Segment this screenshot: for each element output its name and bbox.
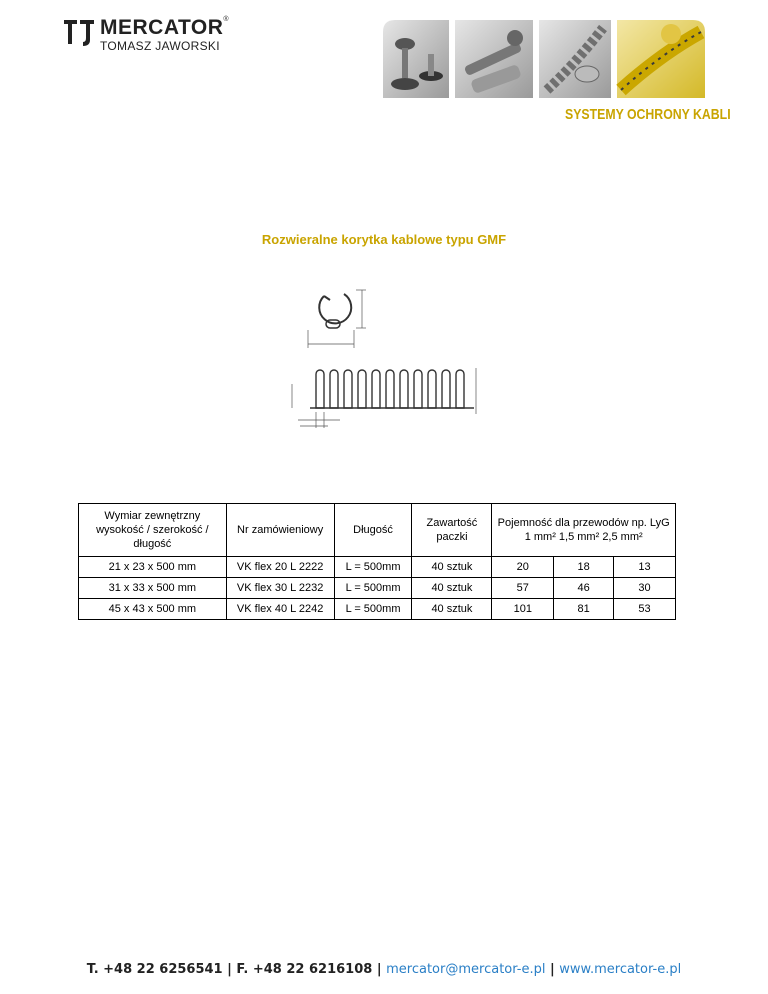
cell-dimensions: 45 x 43 x 500 mm xyxy=(79,599,227,620)
cell-length: L = 500mm xyxy=(334,578,412,599)
cell-order-number: VK flex 20 L 2222 xyxy=(226,557,334,578)
cell-capacity-2-5mm: 30 xyxy=(614,578,676,599)
cell-order-number: VK flex 30 L 2232 xyxy=(226,578,334,599)
cell-package-content: 40 sztuk xyxy=(412,599,492,620)
website-link[interactable]: www.mercator-e.pl xyxy=(559,962,682,977)
cell-length: L = 500mm xyxy=(334,557,412,578)
col-header-length: Długość xyxy=(334,504,412,557)
table-row xyxy=(79,578,676,599)
cell-capacity-1-5mm: 81 xyxy=(554,599,614,620)
cell-capacity-2-5mm: 13 xyxy=(614,557,676,578)
col-header-package-content: Zawartość paczki xyxy=(412,504,492,557)
cell-length: L = 500mm xyxy=(334,599,412,620)
logo-mark-icon xyxy=(62,16,96,48)
table-header-row xyxy=(79,504,676,557)
cell-capacity-1mm: 20 xyxy=(492,557,554,578)
cell-package-content: 40 sztuk xyxy=(412,578,492,599)
footer-fax: F. +48 22 6216108 xyxy=(236,962,373,977)
cell-capacity-1mm: 57 xyxy=(492,578,554,599)
cell-package-content: 40 sztuk xyxy=(412,557,492,578)
cell-order-number: VK flex 40 L 2242 xyxy=(226,599,334,620)
footer-separator: | xyxy=(222,962,237,977)
logo-subtitle: TOMASZ JAWORSKI xyxy=(100,39,220,53)
cell-capacity-1-5mm: 46 xyxy=(554,578,614,599)
page-title: Rozwieralne korytka kablowe typu GMF xyxy=(261,232,507,247)
col-header-order-number: Nr zamówieniowy xyxy=(226,504,334,557)
footer-separator: | xyxy=(372,962,387,977)
cross-section-drawing xyxy=(300,280,380,360)
cell-capacity-2-5mm: 53 xyxy=(614,599,676,620)
product-banner-image xyxy=(375,14,708,106)
table-row xyxy=(79,599,676,620)
cell-capacity-1-5mm: 18 xyxy=(554,557,614,578)
email-link[interactable]: mercator@mercator-e.pl xyxy=(386,962,546,977)
specification-table xyxy=(78,503,676,620)
col-header-capacity: Pojemność dla przewodów np. LyG 1 mm² 1,5 mm² 2,5 mm² xyxy=(492,504,676,557)
footer-phone: T. +48 22 6256541 xyxy=(86,962,223,977)
cell-dimensions: 31 x 33 x 500 mm xyxy=(79,578,227,599)
contact-footer xyxy=(0,962,768,977)
side-view-drawing xyxy=(280,364,480,434)
logo-name: MERCATOR® xyxy=(100,16,230,39)
company-logo xyxy=(62,14,252,54)
slogan: SYSTEMY OCHRONY KABLI xyxy=(565,106,731,123)
cell-capacity-1mm: 101 xyxy=(492,599,554,620)
col-header-dimensions: Wymiar zewnętrzny wysokość / szerokość / długość xyxy=(79,504,227,557)
table-row xyxy=(79,557,676,578)
cell-dimensions: 21 x 23 x 500 mm xyxy=(79,557,227,578)
footer-separator: | xyxy=(545,962,560,977)
